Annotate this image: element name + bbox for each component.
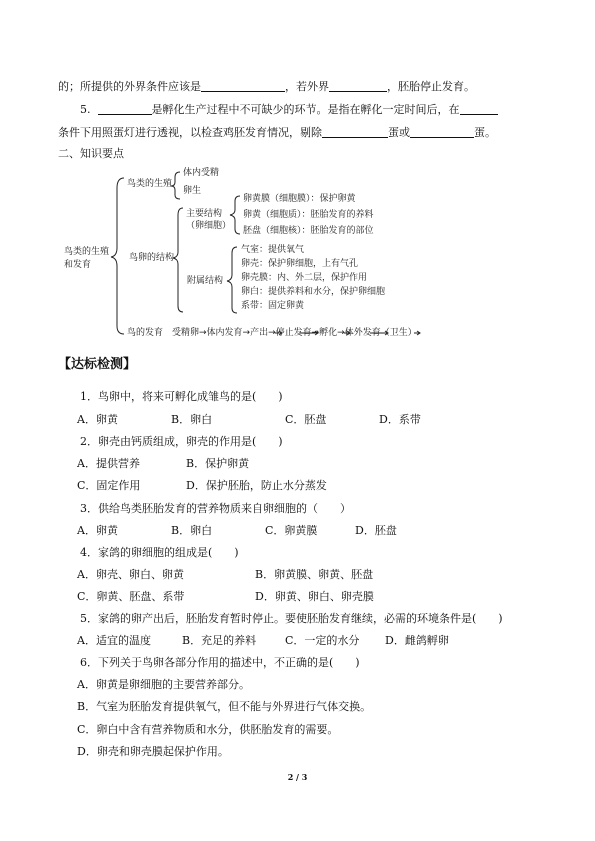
question-stem: 1．鸟卵中，将来可孵化成雏鸟的是( ) bbox=[80, 390, 283, 403]
section-title: 二、知识要点 bbox=[58, 147, 124, 160]
option: B．充足的养料 bbox=[182, 634, 257, 647]
option: B．保护卵黄 bbox=[186, 457, 250, 470]
accessory-structure-label: 附属结构 bbox=[187, 276, 224, 286]
main-structure-item: 卵黄膜（细胞膜）：保护卵黄 bbox=[243, 194, 356, 204]
branch2-label: 鸟卵的结构 bbox=[129, 253, 175, 263]
question-stem: 4．家鸽的卵细胞的组成是( ) bbox=[80, 546, 239, 559]
diagram-root: 鸟类的生殖和发育 bbox=[64, 247, 110, 270]
accessory-structure-item: 卵壳膜：内、外二层，保护作用 bbox=[241, 273, 368, 283]
option: A．适宜的温度 bbox=[77, 634, 151, 647]
accessory-structure-item: 系带：固定卵黄 bbox=[241, 301, 305, 311]
option: D．胚盘 bbox=[355, 524, 397, 537]
q5-text-d: 蛋。 bbox=[474, 126, 496, 139]
option: D．卵壳和卵壳膜起保护作用。 bbox=[77, 745, 229, 758]
option: D．雌鸽孵卵 bbox=[385, 634, 449, 647]
option: D．系带 bbox=[379, 413, 421, 426]
branch1-item: 卵生 bbox=[183, 186, 202, 196]
q5-text-b: 条件下用照蛋灯进行透视，以检查鸡胚发育情况，剔除 bbox=[58, 126, 322, 139]
option: A．卵壳、卵白、卵黄 bbox=[77, 568, 184, 581]
option: C．卵黄、胚盘、系带 bbox=[77, 590, 185, 603]
branch3-flow: 受精卵→体内发育→产出→停止发育→孵化→体外发育（卫生） bbox=[172, 328, 417, 338]
option: B．卵白 bbox=[171, 524, 213, 537]
q5-number: 5. bbox=[80, 103, 91, 116]
option: B．卵白 bbox=[171, 413, 213, 426]
branch1-label: 鸟类的生殖 bbox=[127, 179, 173, 189]
q5-text-a: 是孵化生产过程中不可缺少的环节。是指在孵化一定时间后，在 bbox=[151, 103, 460, 116]
question-stem: 5．家鸽的卵产出后，胚胎发育暂时停止。要使胚胎发育继续，必需的环境条件是( ) bbox=[80, 612, 503, 625]
option: A．卵黄 bbox=[77, 413, 118, 426]
main-structure-label: 主要结构（卵细胞） bbox=[186, 209, 232, 231]
accessory-structure-item: 气室：提供氧气 bbox=[241, 245, 305, 255]
main-structure-item: 卵黄（细胞质）：胚胎发育的养料 bbox=[243, 210, 374, 220]
option: C．一定的水分 bbox=[285, 634, 360, 647]
q5-text-c: 蛋或 bbox=[388, 126, 410, 139]
option: B．卵黄膜、卵黄、胚盘 bbox=[255, 568, 374, 581]
question-stem: 3．供给鸟类胚胎发育的营养物质来自卵细胞的（ ） bbox=[80, 502, 351, 515]
accessory-structure-item: 卵白：提供养料和水分，保护卵细胞 bbox=[241, 287, 386, 297]
option: C．卵白中含有营养物质和水分，供胚胎发育的需要。 bbox=[77, 723, 339, 736]
page-number: 2 / 3 bbox=[287, 772, 308, 782]
branch3-label: 鸟的发育 bbox=[127, 328, 164, 338]
option: A．卵黄 bbox=[77, 524, 118, 537]
option: B．气室为胚胎发育提供氧气，但不能与外界进行气体交换。 bbox=[77, 700, 372, 713]
main-structure-item: 胚盘（细胞核）：胚胎发育的部位 bbox=[243, 226, 374, 236]
fill-line-1-prefix: 的；所提供的外界条件应该是 bbox=[58, 80, 201, 93]
test-title: 【达标检测】 bbox=[58, 357, 137, 372]
fill-line-1-suffix: ，胚胎停止发育。 bbox=[387, 80, 475, 93]
option: C．胚盘 bbox=[285, 413, 327, 426]
option: D．保护胚胎，防止水分蒸发 bbox=[186, 479, 327, 492]
option: A．提供营养 bbox=[77, 457, 140, 470]
question-stem: 2．卵壳由钙质组成，卵壳的作用是( ) bbox=[80, 435, 283, 448]
accessory-structure-item: 卵壳：保护卵细胞，上有气孔 bbox=[241, 259, 359, 269]
option: A．卵黄是卵细胞的主要营养部分。 bbox=[77, 678, 250, 691]
option: D．卵黄、卵白、卵壳膜 bbox=[255, 590, 374, 603]
fill-line-1-mid: ，若外界 bbox=[285, 80, 329, 93]
question-stem: 6．下列关于鸟卵各部分作用的描述中，不正确的是( ) bbox=[80, 656, 360, 669]
branch1-item: 体内受精 bbox=[183, 168, 220, 178]
option: C．卵黄膜 bbox=[265, 524, 318, 537]
option: C．固定作用 bbox=[77, 479, 141, 492]
